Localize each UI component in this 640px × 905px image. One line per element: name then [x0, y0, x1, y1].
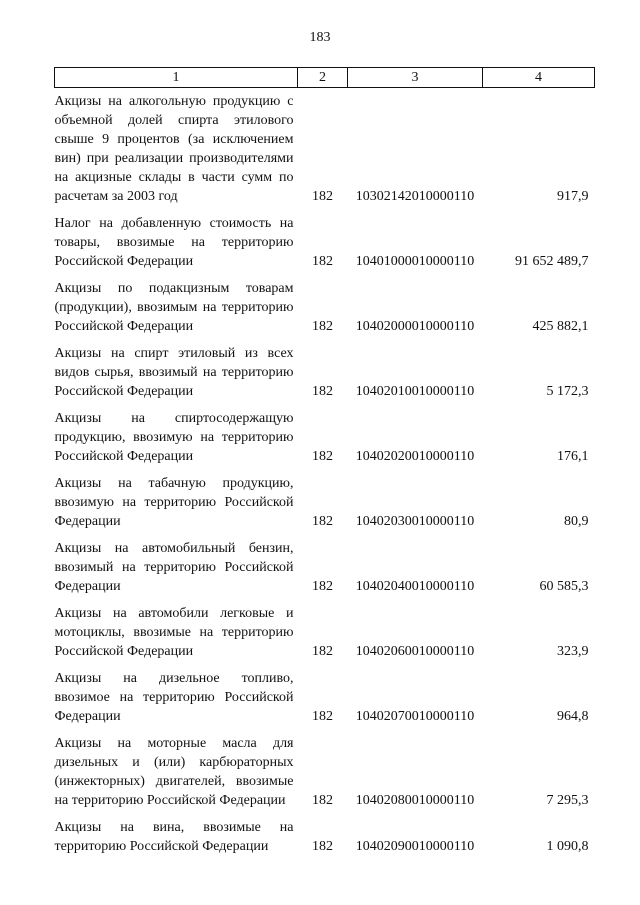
- row-admin-code-cell: 182: [312, 449, 333, 464]
- row-name-cell: Акцизы на алкогольную продукцию с объемной долей спирта этилового свыше 9 процентов (за исключением вин) при реализации производителями на акцизные склады в части сумм по расчетам за 2003 год: [54, 94, 294, 204]
- row-budget-code-cell: 10402080010000110: [355, 793, 475, 808]
- row-name-cell: Акцизы на автомобильный бензин, ввозимый на территорию Российской Федерации: [54, 541, 294, 594]
- table-row: [55, 466, 595, 531]
- row-amount-cell: 60 585,3: [539, 579, 589, 594]
- row-amount-cell: 425 882,1: [532, 319, 589, 334]
- row-budget-code-cell: 10302142010000110: [355, 189, 475, 204]
- table-body: [55, 88, 595, 857]
- row-budget-code-cell: 10402000010000110: [355, 319, 475, 334]
- column-header-1: 1: [55, 68, 298, 88]
- row-admin-code-cell: 182: [312, 839, 333, 854]
- row-name-cell: Акцизы на спиртосодержащую продукцию, ввозимую на территорию Российской Федерации: [54, 411, 294, 464]
- row-budget-code-cell: 10402090010000110: [355, 839, 475, 854]
- table-row: [55, 726, 595, 810]
- row-name-cell: Акцизы на табачную продукцию, ввозимую на территорию Российской Федерации: [54, 476, 294, 529]
- table-row: [55, 401, 595, 466]
- row-amount-cell: 176,1: [557, 449, 589, 464]
- row-admin-code-cell: 182: [312, 384, 333, 399]
- row-budget-code-cell: 10402020010000110: [355, 449, 475, 464]
- row-admin-code-cell: 182: [312, 514, 333, 529]
- row-admin-code-cell: 182: [312, 644, 333, 659]
- table-row: [55, 810, 595, 856]
- row-amount-cell: 7 295,3: [546, 793, 589, 808]
- row-admin-code-cell: 182: [312, 254, 333, 269]
- row-admin-code-cell: 182: [312, 189, 333, 204]
- row-amount-cell: 91 652 489,7: [515, 254, 589, 269]
- row-name-cell: Акцизы на автомобили легковые и мотоциклы, ввозимые на территорию Российской Федерации: [54, 606, 294, 659]
- row-name-cell: Акцизы на вина, ввозимые на территорию Российской Федерации: [54, 820, 294, 854]
- table-row: [55, 336, 595, 401]
- row-budget-code-cell: 10402060010000110: [355, 644, 475, 659]
- row-name-cell: Акцизы на спирт этиловый из всех видов сырья, ввозимый на территорию Российской Федерации: [54, 346, 294, 399]
- row-budget-code-cell: 10402040010000110: [355, 579, 475, 594]
- row-name-cell: Акцизы на моторные масла для дизельных и (или) карбюраторных (инжекторных) двигателей, ввозимые на территорию Российской Федерации: [54, 736, 294, 808]
- revenue-table-container: [54, 67, 594, 856]
- table-row: [55, 596, 595, 661]
- column-header-3: 3: [348, 68, 483, 88]
- row-budget-code-cell: 10402010010000110: [355, 384, 475, 399]
- table-row: [55, 531, 595, 596]
- table-row: [55, 206, 595, 271]
- row-budget-code-cell: 10402070010000110: [355, 709, 475, 724]
- row-budget-code-cell: 10401000010000110: [355, 254, 475, 269]
- row-admin-code-cell: 182: [312, 579, 333, 594]
- table-row: [55, 88, 595, 207]
- row-name-cell: Налог на добавленную стоимость на товары, ввозимые на территорию Российской Федерации: [54, 216, 294, 269]
- row-name-cell: Акцизы по подакцизным товарам (продукции), ввозимым на территорию Российской Федерации: [54, 281, 294, 334]
- row-name-cell: Акцизы на дизельное топливо, ввозимое на территорию Российской Федерации: [54, 671, 294, 724]
- row-admin-code-cell: 182: [312, 319, 333, 334]
- row-amount-cell: 5 172,3: [546, 384, 589, 399]
- column-header-4: 4: [483, 68, 595, 88]
- row-amount-cell: 964,8: [557, 709, 589, 724]
- row-admin-code-cell: 182: [312, 709, 333, 724]
- column-header-2: 2: [298, 68, 348, 88]
- row-amount-cell: 1 090,8: [546, 839, 589, 854]
- row-amount-cell: 80,9: [564, 514, 589, 529]
- revenue-table: [54, 67, 595, 856]
- table-header-row: [55, 68, 595, 88]
- table-row: [55, 661, 595, 726]
- table-row: [55, 271, 595, 336]
- row-amount-cell: 917,9: [557, 189, 589, 204]
- page-number: 183: [309, 30, 331, 45]
- row-amount-cell: 323,9: [557, 644, 589, 659]
- row-budget-code-cell: 10402030010000110: [355, 514, 475, 529]
- row-admin-code-cell: 182: [312, 793, 333, 808]
